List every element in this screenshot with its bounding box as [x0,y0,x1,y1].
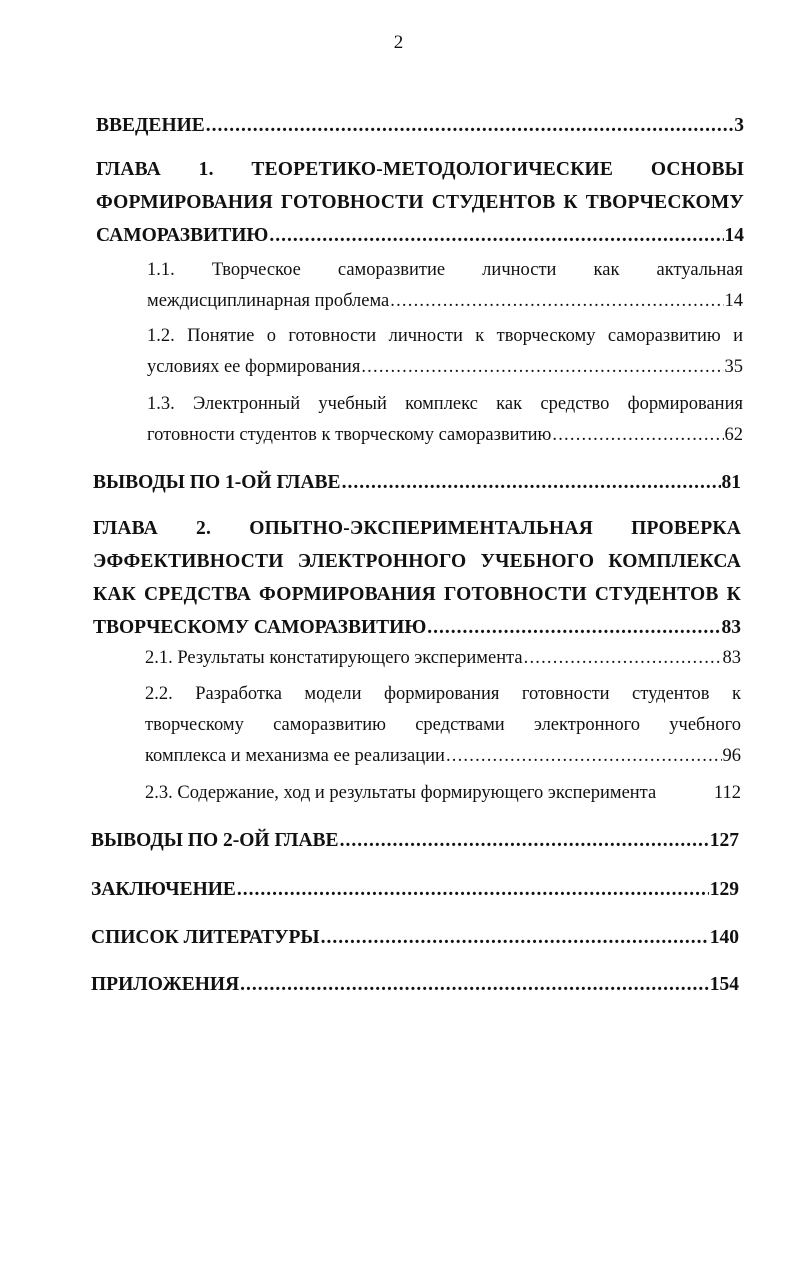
toc-entry-chapter-1[interactable] [96,153,744,252]
dot-leader [390,286,723,317]
toc-entry-line: 2.3. Содержание, ход и результаты формирующего эксперимента [145,783,657,803]
toc-entry-line: 2.1. Результаты констатирующего эксперимента [145,648,523,668]
toc-entry-line: ГЛАВА 2. ОПЫТНО-ЭКСПЕРИМЕНТАЛЬНАЯ ПРОВЕРКА [93,518,741,539]
toc-entry-line: междисциплинарная проблема [147,291,390,311]
toc-entry-page: 81 [721,472,741,493]
dot-leader [361,352,723,383]
toc-entry-page: 127 [709,830,739,851]
toc-entry-page: 96 [722,746,741,766]
toc-entry-page: 154 [709,974,739,995]
toc-entry-appendices[interactable] [91,968,739,1001]
toc-entry-references[interactable] [91,921,739,954]
dot-leader [321,921,709,954]
toc-entry-line: 1.3. Электронный учебный комплекс как средство формирования [147,394,743,414]
toc-entry-introduction[interactable] [96,109,744,142]
toc-entry-line: условиях ее формирования [147,357,361,377]
toc-entry-line: 2.2. Разработка модели формирования готовности студентов к [145,684,741,704]
toc-entry-section-2-2[interactable] [145,679,741,772]
dot-leader [427,611,720,644]
dot-leader [269,219,723,252]
dot-leader [446,741,722,772]
toc-entry-line: комплекса и механизма ее реализации [145,746,445,766]
toc-entry-page: 129 [709,879,739,900]
dot-leader [206,109,733,142]
toc-entry-line: творческому саморазвитию средствами электронного учебного [145,715,741,735]
toc-entry-section-2-3[interactable] [145,778,741,809]
toc-entry-section-1-3[interactable] [147,389,743,451]
toc-entry-page: 83 [722,648,741,668]
toc-entry-line: КАК СРЕДСТВА ФОРМИРОВАНИЯ ГОТОВНОСТИ СТУДЕНТОВ К [93,584,741,605]
toc-entry-page: 3 [734,115,744,136]
toc-entry-line: ГЛАВА 1. ТЕОРЕТИКО-МЕТОДОЛОГИЧЕСКИЕ ОСНОВЫ [96,159,744,180]
toc-entry-title: ЗАКЛЮЧЕНИЕ [91,879,236,900]
toc-entry-line: ТВОРЧЕСКОМУ САМОРАЗВИТИЮ [93,617,427,638]
toc-entry-page: 62 [724,425,743,445]
toc-entry-section-1-1[interactable] [147,255,743,317]
toc-entry-title: СПИСОК ЛИТЕРАТУРЫ [91,927,320,948]
toc-entry-section-2-1[interactable] [145,643,741,674]
page-number: 2 [393,32,404,53]
dot-leader [237,873,709,906]
toc-entry-line: 1.2. Понятие о готовности личности к творческому саморазвитию и [147,326,743,346]
toc-entry-section-1-2[interactable] [147,321,743,383]
dot-leader [240,968,709,1001]
toc-entry-page: 140 [709,927,739,948]
toc-entry-page: 14 [724,225,744,246]
toc-entry-line: САМОРАЗВИТИЮ [96,225,269,246]
dot-leader [340,824,709,857]
toc-entry-chapter-2[interactable] [93,512,741,644]
toc-entry-page: 112 [713,783,741,803]
toc-entry-page: 14 [724,291,743,311]
toc-entry-conclusions-2[interactable] [91,824,739,857]
toc-entry-line: ФОРМИРОВАНИЯ ГОТОВНОСТИ СТУДЕНТОВ К ТВОРЧЕСКОМУ [96,192,744,213]
toc-entry-conclusions-1[interactable] [93,466,741,499]
toc-entry-page: 35 [724,357,743,377]
dot-leader [552,420,723,451]
toc-entry-conclusion[interactable] [91,873,739,906]
toc-entry-title: ПРИЛОЖЕНИЯ [91,974,240,995]
toc-entry-line: 1.1. Творческое саморазвитие личности как актуальная [147,260,743,280]
toc-entry-line: ЭФФЕКТИВНОСТИ ЭЛЕКТРОННОГО УЧЕБНОГО КОМПЛЕКСА [93,551,741,572]
toc-entry-title: ВЫВОДЫ ПО 1-ОЙ ГЛАВЕ [93,472,341,493]
dot-leader [342,466,721,499]
dot-leader [524,643,722,674]
toc-entry-title: ВВЕДЕНИЕ [96,115,205,136]
toc-entry-title: ВЫВОДЫ ПО 2-ОЙ ГЛАВЕ [91,830,339,851]
toc-entry-line: готовности студентов к творческому саморазвитию [147,425,552,445]
toc-entry-page: 83 [721,617,741,638]
